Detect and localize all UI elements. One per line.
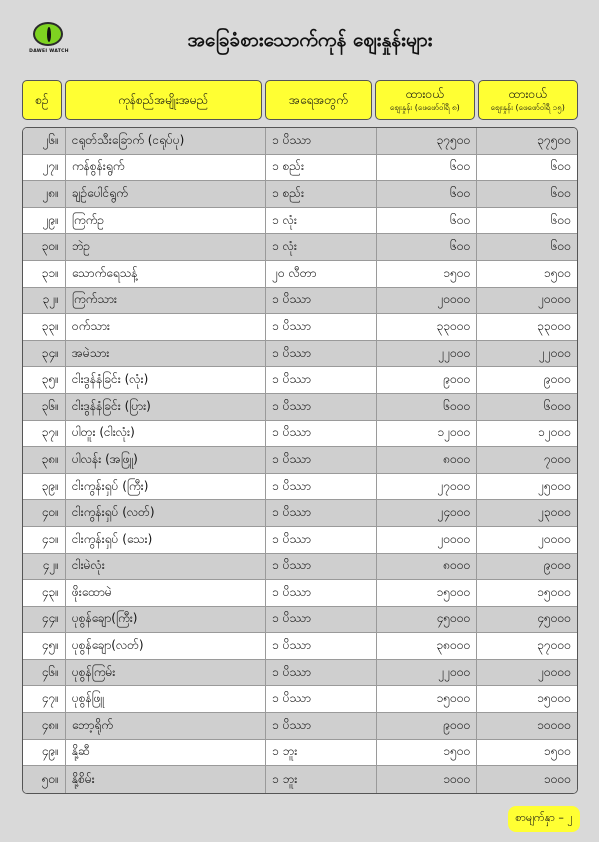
unit: ၁ ပိဿာ — [266, 394, 377, 420]
item-name: ပုစွန်ချော(ကြီး) — [66, 607, 266, 633]
table-row — [23, 394, 577, 421]
eye-icon — [33, 22, 63, 46]
price-feb-8: ၁၅၀၀ — [377, 261, 478, 287]
price-feb-8: ၂၂၀၀၀ — [377, 341, 478, 367]
table-row — [23, 155, 577, 182]
price-feb-15: ၆၀၀ — [550, 239, 571, 254]
item-name: အမဲသား — [66, 341, 266, 367]
header-item: ကုန်စည်အမျိုးအမည် — [65, 80, 262, 120]
item-name: ပုစွန်ချော(လတ်) — [66, 633, 266, 659]
table-row — [23, 367, 577, 394]
table-row — [23, 181, 577, 208]
price-feb-15: ၂၃၀၀၀ — [538, 505, 571, 520]
item-name: ပုစွန်ဖြူ — [66, 686, 266, 712]
item-name: ငါးမဲလုံး — [66, 554, 266, 580]
price-feb-15: ၃၃၀၀၀ — [537, 318, 571, 333]
item-name: ဘဲဥ — [66, 234, 266, 260]
table-row — [23, 261, 577, 288]
table-row — [23, 474, 577, 501]
unit: ၁ ပိဿာ — [266, 367, 377, 393]
price-feb-15: ၁၅၀၀ — [544, 265, 571, 280]
unit: ၁ ပိဿာ — [266, 633, 377, 659]
unit: ၁ ပိဿာ — [266, 474, 377, 500]
price-feb-15: ၉၀၀၀ — [544, 372, 571, 387]
price-feb-8: ၄၅၀၀၀ — [377, 607, 478, 633]
price-feb-15: ၁၅၀၀၀ — [537, 691, 571, 706]
price-feb-15: ၂၀၀၀၀ — [538, 292, 571, 307]
row-number: ၄၇။ — [23, 686, 66, 712]
price-feb-15: ၁၀၀၀၀ — [537, 717, 571, 732]
unit: ၁ လုံး — [266, 234, 377, 260]
page-title: အခြေခံစားသောက်ကုန် ဈေးနှုန်းများ — [187, 29, 433, 51]
price-feb-15: ၆၀၀ — [550, 185, 571, 200]
item-name: ငါးကွန်းရှပ် (လတ်) — [66, 500, 266, 526]
row-number: ၃၈။ — [23, 447, 66, 473]
row-number: ၄၁။ — [23, 527, 66, 553]
unit: ၁ ဘူး — [266, 740, 377, 766]
table-row — [23, 314, 577, 341]
row-number: ၄၀။ — [23, 500, 66, 526]
unit: ၁ ပိဿာ — [266, 713, 377, 739]
price-feb-15: ၉၀၀၀ — [544, 558, 571, 573]
row-number: ၂၈။ — [23, 181, 66, 207]
price-feb-15: ၆၀၀၀ — [544, 398, 571, 413]
item-name: နို့ဆီ — [66, 740, 266, 766]
row-number: ၂၉။ — [23, 208, 66, 234]
table-row — [23, 447, 577, 474]
unit: ၂၀ လီတာ — [266, 261, 377, 287]
row-number: ၄၈။ — [23, 713, 66, 739]
price-feb-8: ၈၀၀၀ — [377, 447, 478, 473]
table-row — [23, 500, 577, 527]
logo-text: DAWEI WATCH — [29, 49, 69, 54]
row-number: ၃၆။ — [23, 394, 66, 420]
price-feb-15: ၁၂၀၀၀ — [538, 425, 571, 440]
row-number: ၃၉။ — [23, 474, 66, 500]
price-feb-8: ၆၀၀ — [377, 234, 478, 260]
row-number: ၃၄။ — [23, 341, 66, 367]
price-feb-15: ၂၀၀၀၀ — [538, 531, 571, 546]
price-feb-8: ၁၅၀၀၀ — [377, 580, 478, 606]
table-row — [23, 686, 577, 713]
unit: ၁ ပိဿာ — [266, 128, 377, 154]
table-row — [23, 527, 577, 554]
table-row — [23, 341, 577, 368]
price-feb-15: ၁၅၀၀၀ — [537, 584, 571, 599]
row-number: ၃၇။ — [23, 421, 66, 447]
row-number: ၃၀။ — [23, 234, 66, 260]
price-feb-15: ၁၅၀၀ — [544, 744, 571, 759]
price-feb-8: ၆၀၀ — [377, 208, 478, 234]
table-row — [23, 208, 577, 235]
item-name: ပါလန်း (အဖြူ) — [66, 447, 266, 473]
price-feb-8: ၂၄၀၀၀ — [377, 500, 478, 526]
dawei-watch-logo — [26, 20, 72, 60]
unit: ၁ ပိဿာ — [266, 447, 377, 473]
unit: ၁ ပိဿာ — [266, 500, 377, 526]
table-row — [23, 554, 577, 581]
price-feb-15: ၃၇၀၀၀ — [537, 638, 571, 653]
price-feb-15: ၇၀၀၀ — [544, 451, 571, 466]
unit: ၁ ဘူး — [266, 766, 377, 793]
row-number: ၂၇။ — [23, 155, 66, 181]
row-number: ၄၂။ — [23, 554, 66, 580]
table-row — [23, 633, 577, 660]
unit: ၁ ပိဿာ — [266, 421, 377, 447]
item-name: နို့စိမ်း — [66, 766, 266, 793]
table-row — [23, 740, 577, 767]
item-name: ငါးကွန်းရှပ် (ကြီး) — [66, 474, 266, 500]
item-name: ငါးဒွန်နံခြင်း (ပြား) — [66, 394, 266, 420]
row-number: ၄၉။ — [23, 740, 66, 766]
header-price-2: ထားဝယ် ဈေးနှုန်း (ဖေဖော်ဝါရီ ၁၅) — [478, 80, 578, 120]
item-name: ဘော့ရိုက် — [66, 713, 266, 739]
unit: ၁ ပိဿာ — [266, 554, 377, 580]
price-feb-8: ၂၀၀၀၀ — [377, 288, 478, 314]
price-feb-8: ၃၃၀၀၀ — [377, 314, 478, 340]
item-name: ချဉ်ပေါင်ရွက် — [66, 181, 266, 207]
price-feb-8: ၆၀၀ — [377, 181, 478, 207]
unit: ၁ ပိဿာ — [266, 607, 377, 633]
price-feb-8: ၃၈၀၀၀ — [377, 633, 478, 659]
unit: ၁ ပိဿာ — [266, 580, 377, 606]
row-number: ၃၂။ — [23, 288, 66, 314]
table-row — [23, 288, 577, 315]
item-name: ကြက်ဥ — [66, 208, 266, 234]
row-number: ၂၆။ — [23, 128, 66, 154]
table-header — [22, 80, 578, 120]
table-row — [23, 234, 577, 261]
item-name: သောက်ရေသန့် — [66, 261, 266, 287]
price-feb-15: ၄၅၀၀၀ — [537, 611, 571, 626]
item-name: ကြက်သား — [66, 288, 266, 314]
item-name: ငါးဒွန်နံခြင်း (လုံး) — [66, 367, 266, 393]
item-name: ကန်စွန်းရွက် — [66, 155, 266, 181]
price-feb-8: ၉၀၀၀ — [377, 713, 478, 739]
item-name: ဖိုးထောမဲ — [66, 580, 266, 606]
header-no: စဉ် — [22, 80, 62, 120]
eye-pupil — [47, 27, 51, 42]
price-feb-8: ၆၀၀ — [377, 155, 478, 181]
row-number: ၃၅။ — [23, 367, 66, 393]
unit: ၁ စည်း — [266, 181, 377, 207]
row-number: ၅၀။ — [23, 766, 66, 793]
table-row — [23, 766, 577, 793]
table-row — [23, 607, 577, 634]
page-number-badge: စာမျက်နှာ – ၂ — [508, 806, 580, 832]
item-name: ဝက်သား — [66, 314, 266, 340]
price-feb-8: ၁၂၀၀၀ — [377, 421, 478, 447]
price-feb-8: ၁၀၀၀ — [377, 766, 478, 793]
unit: ၁ ပိဿာ — [266, 288, 377, 314]
price-feb-8: ၂၂၀၀၀ — [377, 660, 478, 686]
price-feb-8: ၃၇၅၀၀ — [377, 128, 478, 154]
price-table — [22, 127, 578, 794]
row-number: ၄၆။ — [23, 660, 66, 686]
price-feb-8: ၁၅၀၀၀ — [377, 686, 478, 712]
price-feb-15: ၃၇၅၀၀ — [537, 132, 571, 147]
table-row — [23, 660, 577, 687]
item-name: ပါတူး (ငါးလုံး) — [66, 421, 266, 447]
unit: ၁ ပိဿာ — [266, 686, 377, 712]
price-feb-8: ၉၀၀၀ — [377, 367, 478, 393]
table-row — [23, 421, 577, 448]
price-feb-15: ၆၀၀ — [550, 159, 571, 174]
unit: ၁ စည်း — [266, 155, 377, 181]
price-feb-15: ၂၀၀၀၀ — [538, 664, 571, 679]
table-row — [23, 713, 577, 740]
item-name: ငါးကွန်းရှပ် (သေး) — [66, 527, 266, 553]
price-feb-8: ၈၀၀၀ — [377, 554, 478, 580]
row-number: ၄၄။ — [23, 607, 66, 633]
price-feb-8: ၁၅၀၀ — [377, 740, 478, 766]
unit: ၁ ပိဿာ — [266, 314, 377, 340]
price-feb-15: ၁၀၀၀ — [544, 771, 571, 786]
unit: ၁ လုံး — [266, 208, 377, 234]
table-row — [23, 128, 577, 155]
header-unit: အရေအတွက် — [265, 80, 372, 120]
item-name: ပုစွန်ကြမ်း — [66, 660, 266, 686]
table-row — [23, 580, 577, 607]
item-name: ငရုတ်သီးခြောက် (ငရုပ်ပု) — [66, 128, 266, 154]
unit: ၁ ပိဿာ — [266, 341, 377, 367]
row-number: ၃၁။ — [23, 261, 66, 287]
header-price-1: ထားဝယ် ဈေးနှုန်း (ဖေဖော်ဝါရီ ၈) — [375, 80, 474, 120]
price-feb-8: ၂၀၀၀၀ — [377, 527, 478, 553]
price-feb-15: ၂၅၀၀၀ — [538, 478, 571, 493]
row-number: ၄၃။ — [23, 580, 66, 606]
unit: ၁ ပိဿာ — [266, 660, 377, 686]
price-feb-8: ၂၇၀၀၀ — [377, 474, 478, 500]
unit: ၁ ပိဿာ — [266, 527, 377, 553]
row-number: ၄၅။ — [23, 633, 66, 659]
price-feb-15: ၆၀၀ — [550, 212, 571, 227]
price-feb-15: ၂၂၀၀၀ — [538, 345, 571, 360]
row-number: ၃၃။ — [23, 314, 66, 340]
price-feb-8: ၆၀၀၀ — [377, 394, 478, 420]
